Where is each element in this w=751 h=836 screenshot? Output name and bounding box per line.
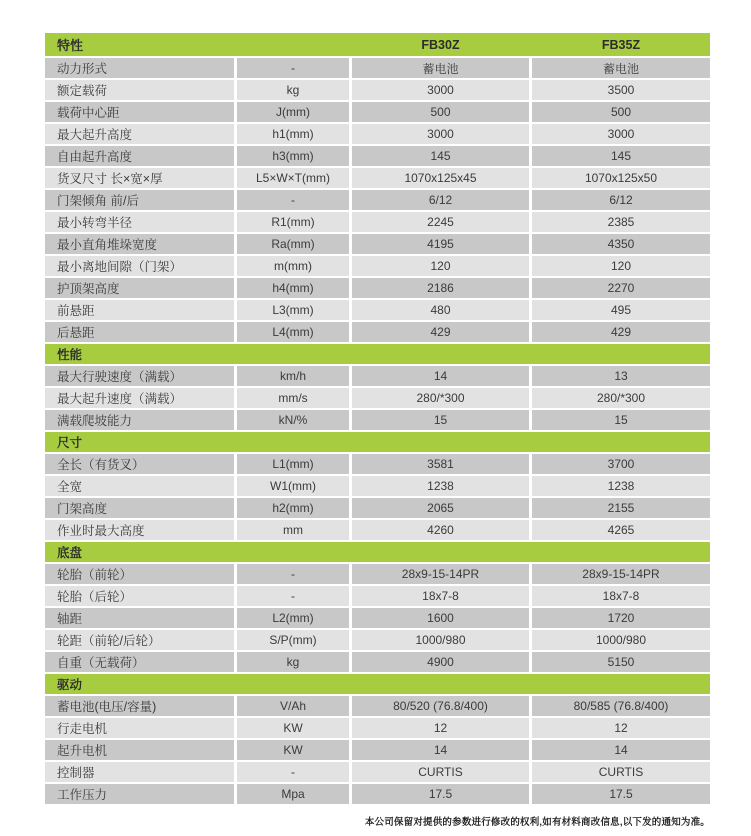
section-header-1: 性能 [45, 344, 710, 364]
spec-value-fb30z: 1600 [352, 608, 529, 628]
spec-label: 最大起升高度 [45, 124, 234, 144]
spec-value-fb30z: 2245 [352, 212, 529, 232]
spec-value-fb30z: 2065 [352, 498, 529, 518]
spec-label: 全长（有货叉） [45, 454, 234, 474]
spec-value-fb35z: 1720 [532, 608, 710, 628]
spec-unit: L3(mm) [237, 300, 349, 320]
spec-label: 护顶架高度 [45, 278, 234, 298]
spec-value-fb35z: 495 [532, 300, 710, 320]
spec-label: 最小直角堆垛宽度 [45, 234, 234, 254]
spec-value-fb30z: 3000 [352, 124, 529, 144]
spec-label: 轮距（前轮/后轮） [45, 630, 234, 650]
spec-label: 最小离地间隙（门架） [45, 256, 234, 276]
spec-value-fb30z: 3581 [352, 454, 529, 474]
spec-value-fb30z: 28x9-15-14PR [352, 564, 529, 584]
spec-label: 自由起升高度 [45, 146, 234, 166]
spec-unit: h2(mm) [237, 498, 349, 518]
spec-unit: R1(mm) [237, 212, 349, 232]
spec-unit: mm/s [237, 388, 349, 408]
spec-value-fb30z: 2186 [352, 278, 529, 298]
spec-unit: km/h [237, 366, 349, 386]
spec-label: 动力形式 [45, 58, 234, 78]
spec-label: 满载爬坡能力 [45, 410, 234, 430]
spec-unit: KW [237, 740, 349, 760]
disclaimer-note: 本公司保留对提供的参数进行修改的权利,如有材料商改信息,以下发的通知为准。 [364, 817, 710, 828]
spec-unit: V/Ah [237, 696, 349, 716]
spec-value-fb35z: 500 [532, 102, 710, 122]
spec-label: 蓄电池(电压/容量) [45, 696, 234, 716]
spec-value-fb35z: 145 [532, 146, 710, 166]
spec-unit: - [237, 586, 349, 606]
spec-label: 额定载荷 [45, 80, 234, 100]
spec-unit: h4(mm) [237, 278, 349, 298]
spec-value-fb30z: 蓄电池 [352, 58, 529, 78]
spec-value-fb30z: 1238 [352, 476, 529, 496]
spec-value-fb35z: 15 [532, 410, 710, 430]
spec-value-fb35z: 2155 [532, 498, 710, 518]
spec-value-fb35z: 5150 [532, 652, 710, 672]
spec-value-fb35z: 429 [532, 322, 710, 342]
spec-value-fb35z: 12 [532, 718, 710, 738]
spec-label: 轴距 [45, 608, 234, 628]
spec-value-fb30z: 80/520 (76.8/400) [352, 696, 529, 716]
spec-value-fb30z: 1000/980 [352, 630, 529, 650]
spec-value-fb30z: 500 [352, 102, 529, 122]
spec-value-fb30z: 15 [352, 410, 529, 430]
spec-label: 全宽 [45, 476, 234, 496]
spec-label: 门架倾角 前/后 [45, 190, 234, 210]
spec-label: 自重（无载荷） [45, 652, 234, 672]
spec-unit: kN/% [237, 410, 349, 430]
spec-unit: L5×W×T(mm) [237, 168, 349, 188]
spec-unit: L1(mm) [237, 454, 349, 474]
model-b-header: FB35Z [601, 37, 641, 52]
spec-value-fb30z: 18x7-8 [352, 586, 529, 606]
spec-value-fb30z: CURTIS [352, 762, 529, 782]
spec-unit: - [237, 190, 349, 210]
spec-value-fb35z: 14 [532, 740, 710, 760]
feature-column-title: 特性 [57, 38, 84, 53]
spec-unit: m(mm) [237, 256, 349, 276]
spec-value-fb30z: 429 [352, 322, 529, 342]
spec-unit: KW [237, 718, 349, 738]
spec-label: 载荷中心距 [45, 102, 234, 122]
spec-value-fb35z: 1070x125x50 [532, 168, 710, 188]
spec-value-fb35z: 蓄电池 [532, 58, 710, 78]
spec-unit: J(mm) [237, 102, 349, 122]
spec-value-fb35z: 3700 [532, 454, 710, 474]
spec-value-fb30z: 120 [352, 256, 529, 276]
spec-label: 门架高度 [45, 498, 234, 518]
spec-label: 控制器 [45, 762, 234, 782]
spec-value-fb30z: 280/*300 [352, 388, 529, 408]
spec-label: 工作压力 [45, 784, 234, 804]
table-header-row [45, 33, 710, 56]
spec-label: 作业时最大高度 [45, 520, 234, 540]
spec-value-fb30z: 4195 [352, 234, 529, 254]
spec-value-fb35z: 280/*300 [532, 388, 710, 408]
spec-value-fb35z: 4350 [532, 234, 710, 254]
section-header-2: 尺寸 [45, 432, 710, 452]
spec-value-fb35z: 80/585 (76.8/400) [532, 696, 710, 716]
spec-value-fb35z: 3000 [532, 124, 710, 144]
spec-unit: S/P(mm) [237, 630, 349, 650]
spec-unit: h1(mm) [237, 124, 349, 144]
spec-unit: Mpa [237, 784, 349, 804]
spec-label: 后悬距 [45, 322, 234, 342]
spec-unit: L4(mm) [237, 322, 349, 342]
spec-value-fb30z: 6/12 [352, 190, 529, 210]
spec-label: 行走电机 [45, 718, 234, 738]
spec-value-fb35z: 3500 [532, 80, 710, 100]
spec-label: 前悬距 [45, 300, 234, 320]
spec-table [45, 33, 710, 804]
spec-value-fb35z: 2270 [532, 278, 710, 298]
spec-value-fb30z: 145 [352, 146, 529, 166]
spec-unit: - [237, 564, 349, 584]
spec-label: 货叉尺寸 长×宽×厚 [45, 168, 234, 188]
spec-value-fb35z: 13 [532, 366, 710, 386]
section-header-4: 驱动 [45, 674, 710, 694]
spec-value-fb35z: 1000/980 [532, 630, 710, 650]
spec-value-fb30z: 3000 [352, 80, 529, 100]
spec-unit: W1(mm) [237, 476, 349, 496]
spec-unit: kg [237, 80, 349, 100]
spec-label: 起升电机 [45, 740, 234, 760]
spec-value-fb35z: 2385 [532, 212, 710, 232]
spec-unit: L2(mm) [237, 608, 349, 628]
spec-unit: mm [237, 520, 349, 540]
spec-value-fb35z: 1238 [532, 476, 710, 496]
spec-value-fb35z: 28x9-15-14PR [532, 564, 710, 584]
spec-value-fb35z: 17.5 [532, 784, 710, 804]
spec-value-fb30z: 1070x125x45 [352, 168, 529, 188]
spec-label: 轮胎（前轮） [45, 564, 234, 584]
spec-value-fb30z: 480 [352, 300, 529, 320]
spec-value-fb30z: 17.5 [352, 784, 529, 804]
spec-value-fb35z: CURTIS [532, 762, 710, 782]
spec-value-fb35z: 4265 [532, 520, 710, 540]
section-header-3: 底盘 [45, 542, 710, 562]
spec-value-fb35z: 6/12 [532, 190, 710, 210]
model-a-header: FB30Z [421, 37, 460, 52]
spec-label: 最大行驶速度（满载） [45, 366, 234, 386]
spec-value-fb35z: 18x7-8 [532, 586, 710, 606]
spec-unit: - [237, 58, 349, 78]
spec-value-fb30z: 14 [352, 366, 529, 386]
spec-value-fb30z: 4900 [352, 652, 529, 672]
spec-unit: h3(mm) [237, 146, 349, 166]
spec-label: 轮胎（后轮） [45, 586, 234, 606]
spec-unit: Ra(mm) [237, 234, 349, 254]
spec-unit: kg [237, 652, 349, 672]
spec-label: 最小转弯半径 [45, 212, 234, 232]
spec-label: 最大起升速度（满载） [45, 388, 234, 408]
spec-unit: - [237, 762, 349, 782]
spec-value-fb30z: 4260 [352, 520, 529, 540]
spec-value-fb30z: 14 [352, 740, 529, 760]
spec-value-fb35z: 120 [532, 256, 710, 276]
spec-value-fb30z: 12 [352, 718, 529, 738]
